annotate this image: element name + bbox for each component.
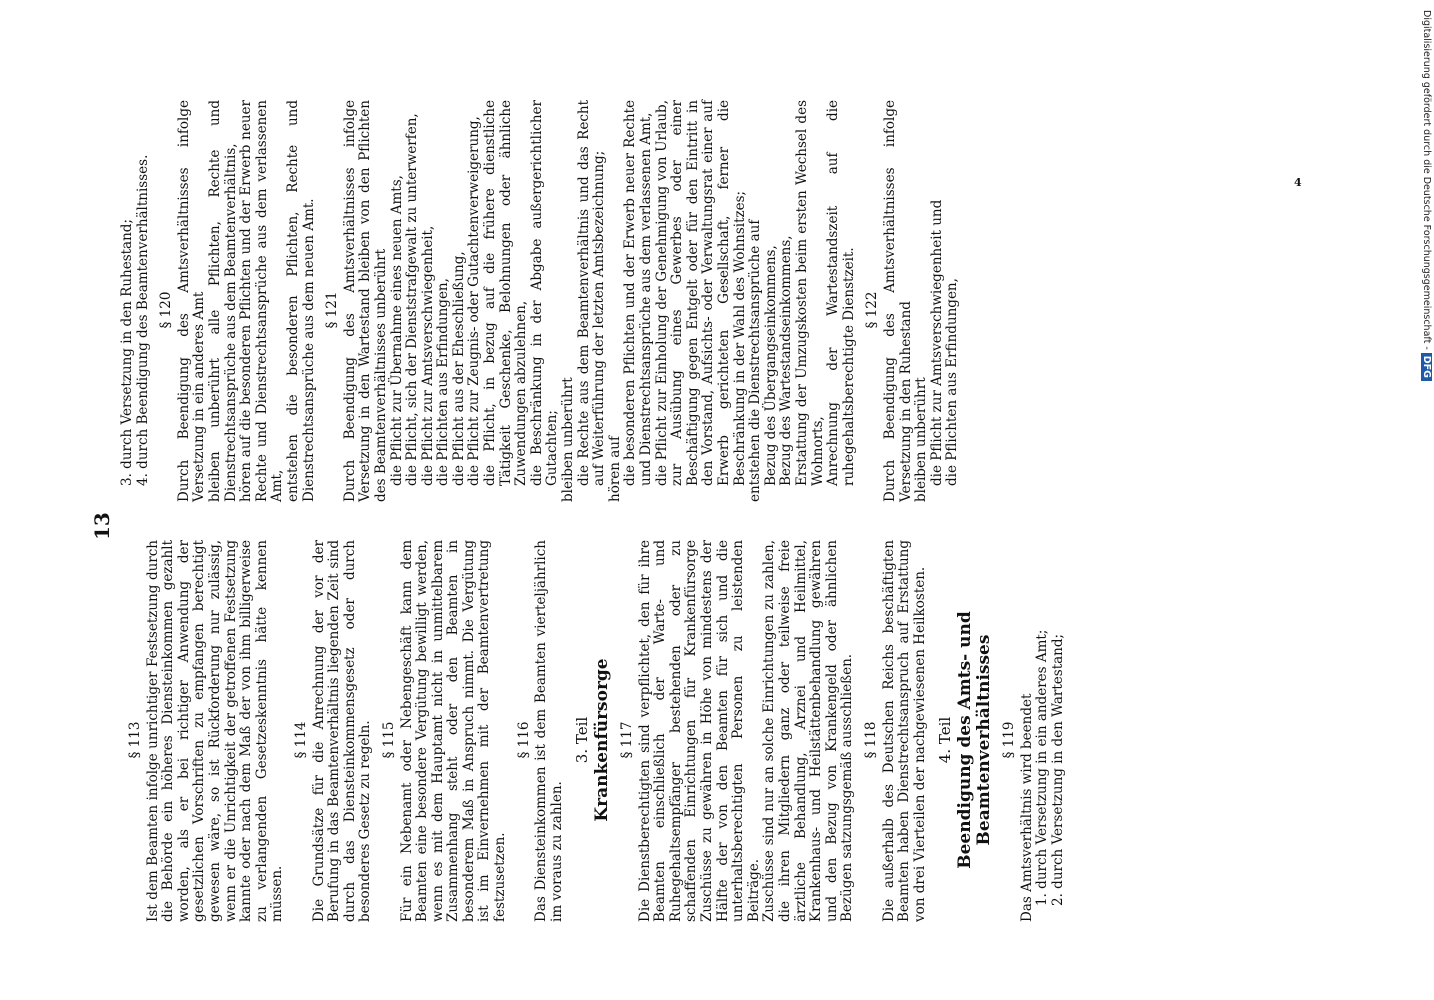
- list-item: die Rechte aus dem Beamtenverhältnis und das Recht auf Weiterführung der letzten Amtsbezeichnung;: [575, 100, 608, 486]
- part-title: Beendigung des Amts- und Beamtenverhältnisses: [954, 611, 994, 869]
- paragraph: Durch Beendigung des Amtsverhältnisses infolge Versetzung in ein anderes Amt: [175, 100, 208, 502]
- list-item: die Pflicht aus der Eheschließung,: [450, 251, 467, 486]
- list-item: die Pflichten aus Erfindungen,: [944, 278, 961, 486]
- paragraph: Die Grundsätze für die Anrechnung der vor der Berufung in das Beamtenverhältnis liegenden Zeit sind durch das Diensteinkommensgesetz oder durch besonderes Gesetz zu regeln.: [310, 540, 374, 922]
- list-item: die Pflicht zur Amtsverschwiegenheit,: [419, 225, 436, 486]
- list-item: Bezug des Übergangseinkommens,: [762, 245, 779, 486]
- paragraph: entstehen die Dienstrechtsansprüche auf: [747, 219, 764, 502]
- section-heading: § 120: [158, 291, 175, 329]
- paragraph: hören auf: [606, 436, 623, 502]
- list-item: die Pflicht zur Amtsverschwiegenheit und: [928, 199, 945, 486]
- list-item: die besonderen Pflichten und der Erwerb neuer Rechte und Dienstrechtsansprüche aus dem verlassenen Amt,: [622, 100, 654, 486]
- page-number: 13: [90, 512, 114, 540]
- section-heading: § 113: [127, 721, 143, 759]
- part-heading: 4. Teil: [936, 716, 955, 764]
- list-item: 1. durch Versetzung in ein anderes Amt;: [1034, 629, 1051, 906]
- paragraph: bleiben unberührt: [913, 377, 930, 502]
- section-heading: § 118: [862, 721, 879, 759]
- list-item: Bezug des Wartestandseinkommens,: [778, 235, 795, 486]
- section-heading: § 116: [515, 721, 532, 759]
- list-item: 4. durch Beendigung des Beamtenverhältnisses.: [134, 154, 151, 486]
- paragraph: Die Dienstberechtigten sind verpflichtet, den für ihre Beamten einschließlich der Warte- und Ruhegehaltsempfänger bestehenden oder zu schaffenden Einrichtungen für Krankenfürsorge Zuschüsse zu gewähren in Höhe von mindestens der Hälfte der von den Beamten für sich und die unterhaltsberechtigten Personen zu leistenden Beiträge.: [636, 540, 762, 922]
- section-heading: § 119: [1000, 721, 1017, 759]
- side-credit-text: Digitalisierung gefördert durch die Deutsche Forschungsgemeinschaft -: [1421, 10, 1432, 350]
- paragraph: bleiben unberührt alle Pflichten, Rechte und Dienstrechtsansprüche aus dem Beamtenverhältnis,: [206, 100, 239, 502]
- list-item: die Beschränkung in der Abgabe außergerichtlicher Gutachten;: [528, 100, 561, 486]
- paragraph: Zuschüsse sind nur an solche Einrichtungen zu zahlen, die ihren Mitgliedern ganz oder teilweise freie ärztliche Behandlung, Arznei und Heilmittel, Krankenhaus- und Heilstättenbehandlung gewähren und den Bezug von Krankengeld oder ähnlichen Bezügen satzungsgemäß ausschließen.: [761, 540, 856, 922]
- right-column: [120, 100, 961, 520]
- list-item: die Pflicht, sich der Dienststrafgewalt zu unterwerfen,: [404, 113, 421, 486]
- paragraph: Durch Beendigung des Amtsverhältnisses infolge Versetzung in den Wartestand bleiben von den Pflichten des Beamtenverhältnisses unberührt: [341, 100, 389, 502]
- paragraph: entstehen die besonderen Pflichten, Rechte und Dienstrechtsansprüche aus dem neuen Amt.: [284, 100, 317, 502]
- paragraph: Für ein Nebenamt oder Nebengeschäft kann dem Beamten eine besondere Vergütung bewilligt werden, wenn es mit dem Hauptamt nicht in unmittelbarem Zusammenhang steht oder den Beamten in besonderem Maß in Anspruch nimmt. Die Vergütung ist im Einvernehmen mit der Beamtenvertretung festzusetzen.: [398, 540, 509, 922]
- rotated-page-content: [90, 80, 1410, 960]
- section-heading: § 122: [864, 291, 881, 329]
- side-credit: [1418, 10, 1434, 390]
- paragraph: Das Diensteinkommen ist dem Beamten vierteljährlich im voraus zu zahlen.: [533, 540, 565, 922]
- part-heading: 3. Teil: [573, 716, 592, 764]
- list-item: die Pflicht zur Übernahme eines neuen Amts,: [388, 175, 405, 486]
- list-item: die Pflicht zur Zeugnis- oder Gutachtenverweigerung,: [466, 116, 483, 486]
- list-item: 2. durch Versetzung in den Wartestand;: [1049, 633, 1066, 906]
- part-title: Krankenfürsorge: [592, 658, 613, 822]
- section-heading: § 121: [324, 291, 341, 329]
- list-item: Erstattung der Umzugskosten beim ersten Wechsel des Wohnorts,: [793, 100, 826, 486]
- list-item: 3. durch Versetzung in den Ruhestand;: [119, 219, 135, 486]
- paragraph: Durch Beendigung des Amtsverhältnisses infolge Versetzung in den Ruhestand: [881, 100, 914, 502]
- section-heading: § 117: [619, 721, 636, 759]
- list-item: die Pflicht, in bezug auf die frühere dienstliche Tätigkeit Geschenke, Belohnungen oder ähnliche Zuwendungen abzulehnen,: [482, 100, 530, 486]
- footnote-number: 4: [1294, 176, 1302, 189]
- paragraph: bleiben unberührt: [560, 377, 577, 502]
- list-item: die Pflichten aus Erfindungen,: [435, 278, 452, 486]
- section-heading: § 115: [380, 721, 397, 759]
- left-column: [120, 540, 1066, 940]
- section-heading: § 114: [292, 721, 309, 759]
- list-item: die Pflicht zur Einholung der Genehmigung von Urlaub, zur Ausübung eines Gewerbes oder einer Beschäftigung gegen Entgelt oder für den Eintritt in den Vorstand, Aufsichts- oder Verwaltungsrat einer auf Erwerb gerichteten Gesellschaft, ferner die Beschränkung in der Wahl des Wohnsitzes;: [653, 100, 748, 486]
- list-item: Anrechnung der Wartestandszeit auf die ruhegehaltsberechtigte Dienstzeit.: [825, 100, 857, 486]
- paragraph: hören auf die besonderen Pflichten und der Erwerb neuer Rechte und Dienstrechtsansprüche aus dem verlassenen Amt,: [238, 100, 286, 502]
- paragraph: Ist dem Beamten infolge unrichtiger Festsetzung durch die Behörde ein höheres Diensteinkommen gezahlt worden, als er bei richtiger Anwendung der gesetzlichen Vorschriften zu empfangen berechtigt gewesen wäre, so ist Rückforderung nur zulässig, wenn er die Unrichtigkeit der getroffenen Festsetzung kannte oder nach dem Maß der von ihm billigerweise zu verlangenden Gesetzeskenntnis hätte kennen müssen.: [144, 540, 286, 922]
- paragraph: Die außerhalb des Deutschen Reichs beschäftigten Beamten haben Dienstrechtsanspruch auf Erstattung von drei Vierteilen der nachgewiesenen Heilkosten.: [880, 540, 928, 922]
- paragraph: Das Amtsverhältnis wird beendet: [1018, 693, 1035, 922]
- dfg-badge: DFG: [1421, 353, 1432, 381]
